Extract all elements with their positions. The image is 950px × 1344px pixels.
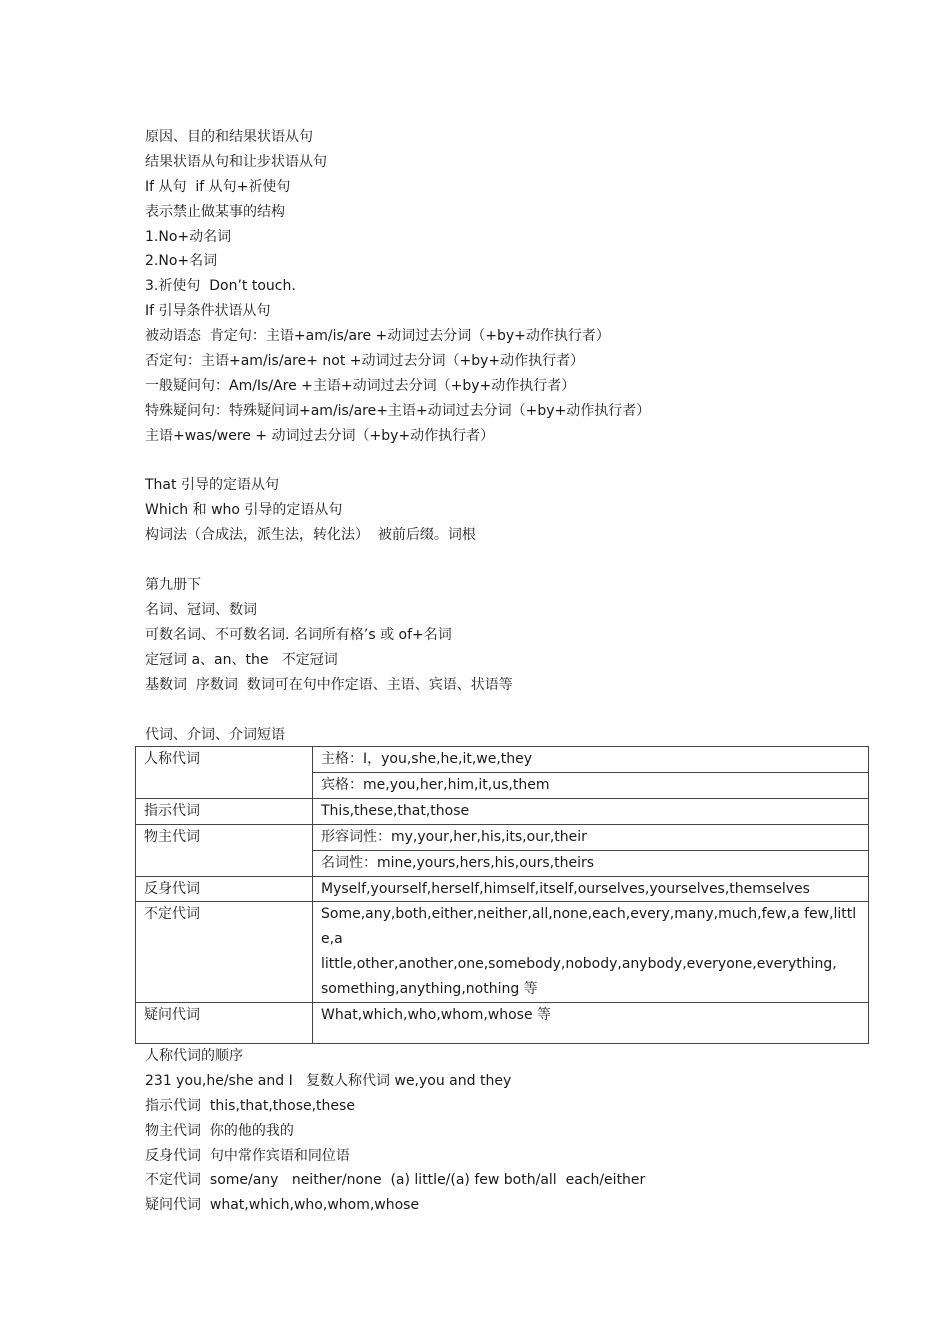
row-value [313, 902, 869, 1003]
row-label: 物主代词 [136, 824, 313, 876]
text-line: 否定句：主语+am/is/are+ not +动词过去分词（+by+动作执行者） [145, 353, 585, 370]
table-row [136, 798, 869, 824]
table-row [136, 876, 869, 902]
table-caption: 代词、介词、介词短语 [145, 727, 285, 743]
text-line: 可数名词、不可数名词. 名词所有格’s 或 of+名词 [145, 626, 452, 643]
table-row [136, 824, 869, 850]
value-line: something,anything,nothing 等 [321, 981, 538, 998]
row-value: 形容词性：my,your,her,his,its,our,their [313, 824, 869, 850]
pronoun-table [135, 746, 869, 1044]
text-line: If 从句 if 从句+祈使句 [145, 178, 291, 195]
text-line: 2.No+名词 [145, 253, 218, 270]
section-book9 [145, 573, 885, 697]
row-label: 人称代词 [136, 747, 313, 799]
text-line: 名词、冠词、数词 [145, 601, 257, 618]
row-label: 不定代词 [136, 902, 313, 1003]
row-label: 疑问代词 [136, 1003, 313, 1044]
section-attributive [145, 473, 885, 548]
text-line: 231 you,he/she and I 复数人称代词 we,you and they [145, 1072, 512, 1089]
text-line: 物主代词 你的他的我的 [145, 1122, 294, 1139]
text-line: Which 和 who 引导的定语从句 [145, 501, 343, 518]
row-value: 主格：I，you,she,he,it,we,they [313, 747, 869, 773]
text-line: That 引导的定语从句 [145, 477, 279, 493]
row-value: 宾格：me,you,her,him,it,us,them [313, 772, 869, 798]
text-line: 指示代词 this,that,those,these [145, 1097, 355, 1114]
text-line: 表示禁止做某事的结构 [145, 203, 285, 220]
row-label: 指示代词 [136, 798, 313, 824]
text-line: 第九册下 [145, 577, 201, 593]
text-line: 疑问代词 what,which,who,whom,whose [145, 1197, 420, 1214]
row-value: This,these,that,those [313, 798, 869, 824]
text-line: 被动语态 肯定句：主语+am/is/are +动词过去分词（+by+动作执行者） [145, 328, 610, 345]
text-line: 基数词 序数词 数词可在句中作定语、主语、宾语、状语等 [145, 676, 513, 693]
text-line: 一般疑问句：Am/Is/Are +主语+动词过去分词（+by+动作执行者） [145, 377, 576, 394]
text-line: 定冠词 a、an、the 不定冠词 [145, 651, 338, 668]
text-line: 构词法（合成法，派生法，转化法） 被前后缀。词根 [145, 526, 476, 543]
row-value: Myself,yourself,herself,himself,itself,ourselves,yourselves,themselves [313, 876, 869, 902]
section-pronoun-notes [145, 1044, 885, 1218]
value-line: little,other,another,one,somebody,nobody,anybody,everyone,everything, [321, 956, 837, 973]
table-row [136, 747, 869, 773]
text-line: 不定代词 some/any neither/none (a) little/(a) few both/all each/either [145, 1172, 646, 1189]
text-line: If 引导条件状语从句 [145, 303, 271, 320]
table-row [136, 1003, 869, 1044]
text-line: 特殊疑问句：特殊疑问词+am/is/are+主语+动词过去分词（+by+动作执行者） [145, 402, 651, 419]
text-line: 反身代词 句中常作宾语和同位语 [145, 1147, 350, 1164]
text-line: 人称代词的顺序 [145, 1048, 243, 1064]
table-title [145, 723, 885, 748]
text-line: 原因、目的和结果状语从句 [145, 129, 313, 145]
text-line: 1.No+动名词 [145, 228, 232, 245]
text-line: 3.祈使句 Don’t touch. [145, 278, 296, 295]
section-clauses [145, 125, 885, 449]
row-label: 反身代词 [136, 876, 313, 902]
row-value: 名词性：mine,yours,hers,his,ours,theirs [313, 850, 869, 876]
row-value: What,which,who,whom,whose 等 [313, 1003, 869, 1044]
table-row [136, 902, 869, 1003]
text-line: 主语+was/were + 动词过去分词（+by+动作执行者） [145, 427, 495, 444]
text-line: 结果状语从句和让步状语从句 [145, 153, 327, 170]
value-line: Some,any,both,either,neither,all,none,each,every,many,much,few,a few,little,a [321, 906, 857, 948]
